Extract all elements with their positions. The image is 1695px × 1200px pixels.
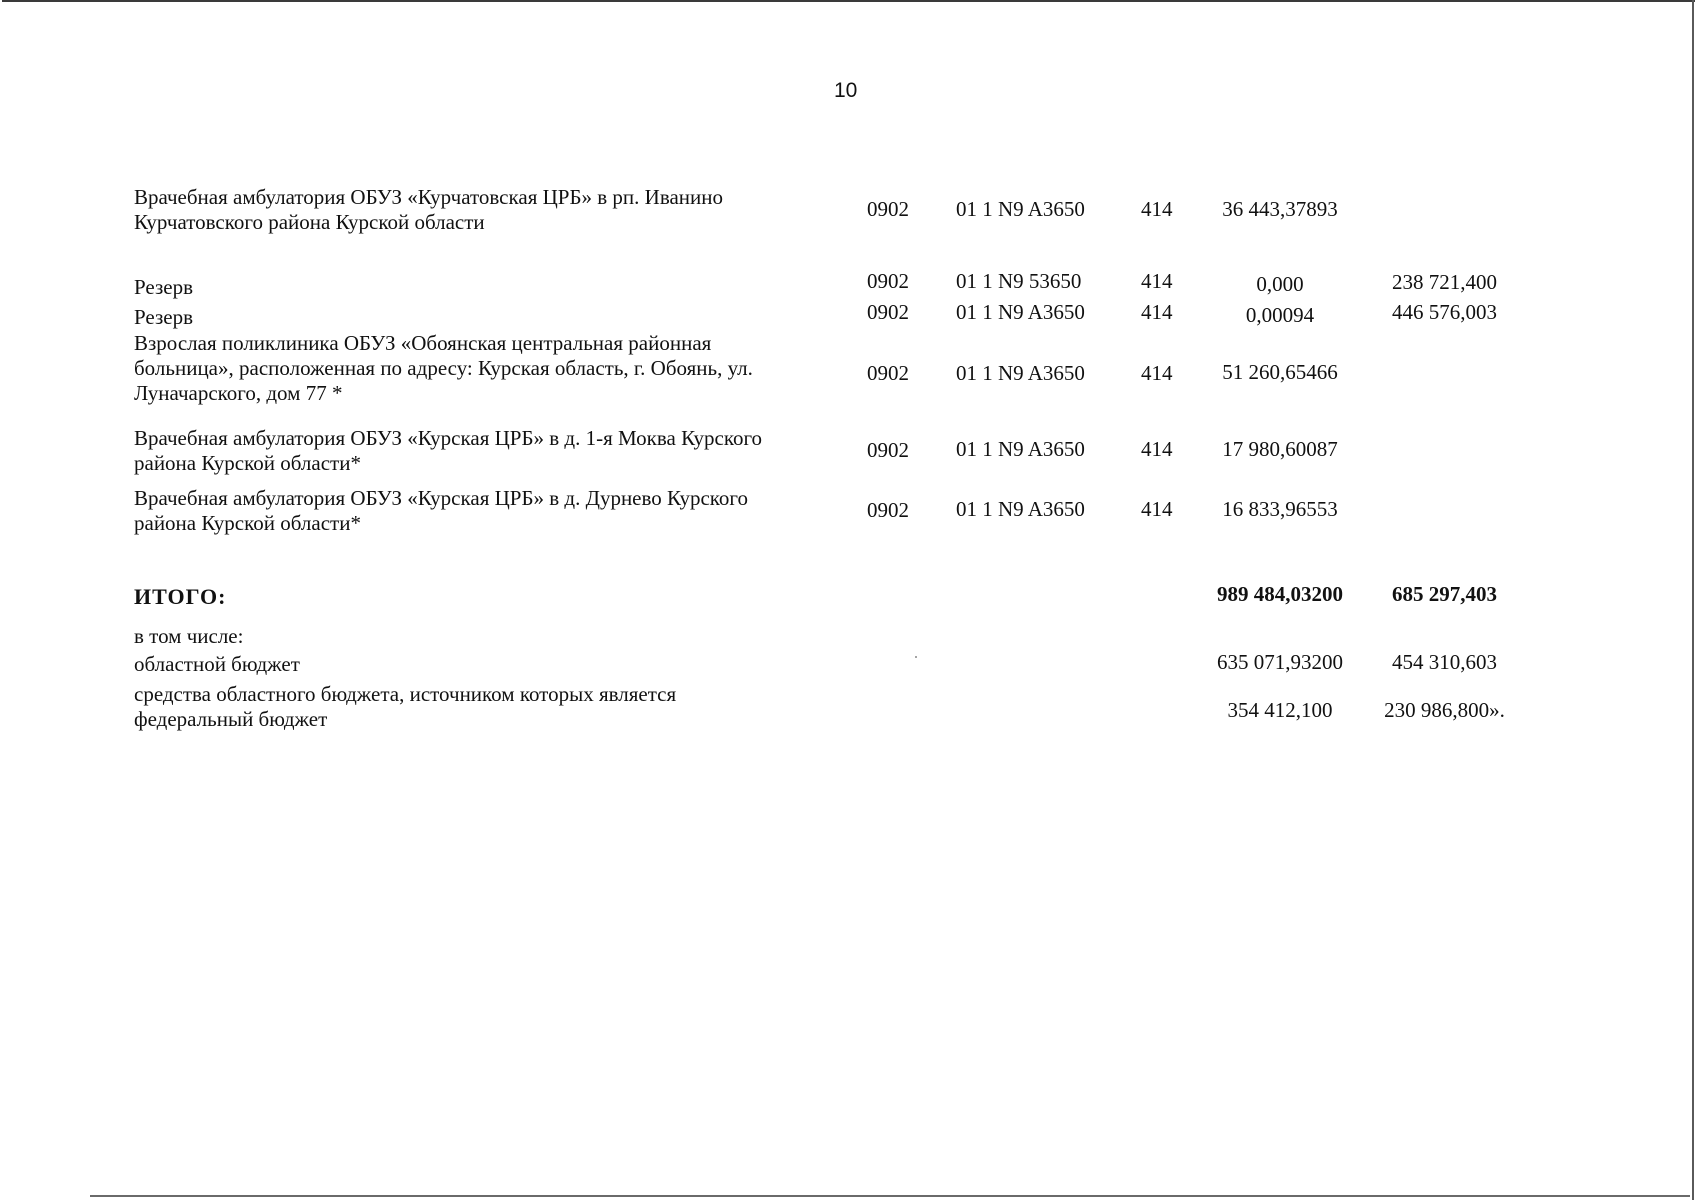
scan-speck [915, 656, 917, 658]
row-expense-type: 414 [1141, 361, 1173, 385]
row-amount-year2: 238 721,400 [1392, 270, 1497, 294]
federal-budget-year2: 230 986,800». [1384, 698, 1505, 722]
federal-budget-label: средства областного бюджета, источником которых является федеральный бюджет [134, 682, 677, 731]
row-amount-year1: 0,00094 [1245, 303, 1315, 327]
row-description: Резерв [134, 275, 194, 299]
federal-budget-year1: 354 412,100 [1227, 698, 1333, 722]
regional-budget-label: областной бюджет [134, 652, 300, 676]
regional-budget-year2: 454 310,603 [1392, 650, 1497, 674]
row-amount-year1: 16 833,96553 [1222, 497, 1338, 521]
row-amount-year1: 17 980,60087 [1222, 437, 1338, 461]
row-amount-year1: 51 260,65466 [1222, 360, 1338, 384]
row-expense-type: 414 [1141, 497, 1173, 521]
regional-budget-year1: 635 071,93200 [1217, 650, 1343, 674]
row-expense-type: 414 [1141, 197, 1173, 221]
row-target-code: 01 1 N9 A3650 [956, 497, 1085, 521]
scan-border-right [1692, 0, 1694, 1200]
row-expense-type: 414 [1141, 269, 1173, 293]
scan-border-bottom [90, 1195, 1690, 1197]
row-target-code: 01 1 N9 A3650 [956, 300, 1085, 324]
row-target-code: 01 1 N9 A3650 [956, 197, 1085, 221]
total-year2: 685 297,403 [1392, 582, 1497, 606]
row-target-code: 01 1 N9 53650 [956, 269, 1082, 293]
row-description: Взрослая поликлиника ОБУЗ «Обоянская центральная районная больница», расположенная по адресу: Курская область, г. Обоянь, ул. Луначарского, дом 77 * [134, 331, 753, 405]
row-section-code: 0902 [867, 300, 909, 324]
total-year1: 989 484,03200 [1217, 582, 1343, 606]
row-expense-type: 414 [1141, 300, 1173, 324]
row-section-code: 0902 [867, 361, 909, 385]
including-label: в том числе: [134, 624, 244, 648]
row-section-code: 0902 [867, 438, 909, 462]
row-description: Врачебная амбулатория ОБУЗ «Курчатовская ЦРБ» в рп. Иванино Курчатовского района Курской области [134, 185, 724, 234]
row-section-code: 0902 [867, 197, 909, 221]
row-expense-type: 414 [1141, 437, 1173, 461]
row-section-code: 0902 [867, 269, 909, 293]
total-label: ИТОГО: [134, 584, 227, 609]
row-amount-year1: 36 443,37893 [1222, 197, 1338, 221]
row-amount-year2: 446 576,003 [1392, 300, 1497, 324]
row-description: Врачебная амбулатория ОБУЗ «Курская ЦРБ» в д. 1-я Моква Курского района Курской области* [134, 426, 763, 475]
row-target-code: 01 1 N9 A3650 [956, 361, 1085, 385]
row-description: Врачебная амбулатория ОБУЗ «Курская ЦРБ» в д. Дурнево Курского района Курской области* [134, 486, 748, 535]
scan-border-top [2, 0, 1695, 2]
row-amount-year1: 0,000 [1256, 272, 1304, 296]
row-description: Резерв [134, 305, 194, 329]
row-target-code: 01 1 N9 A3650 [956, 437, 1085, 461]
page-number: 10 [834, 79, 858, 102]
row-section-code: 0902 [867, 498, 909, 522]
